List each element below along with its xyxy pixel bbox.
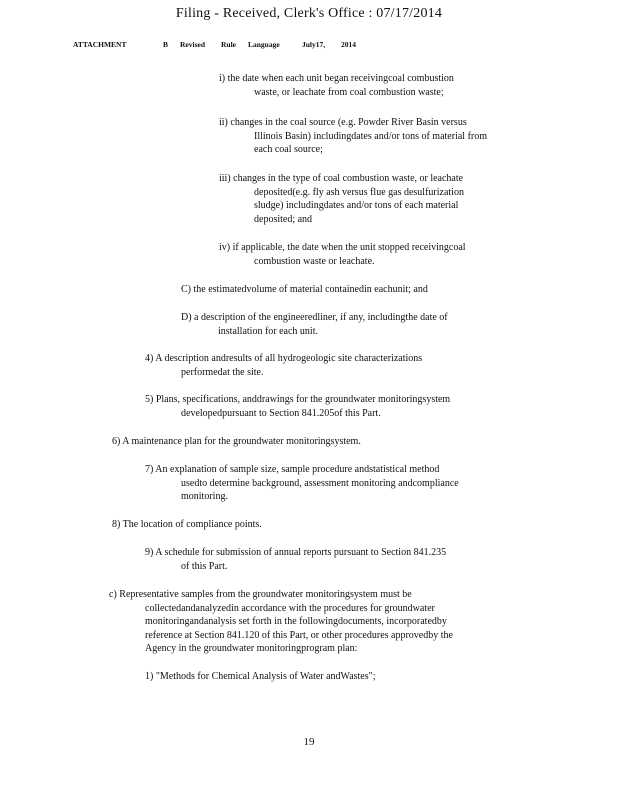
- text-line: c) Representative samples from the groundwater monitoringsystem must be: [109, 589, 412, 600]
- text-line: installation for each unit.: [218, 325, 318, 337]
- text-line: 6) A maintenance plan for the groundwater monitoringsystem.: [112, 436, 361, 447]
- paragraph-5: [145, 393, 450, 420]
- text-line: each coal source;: [254, 144, 323, 155]
- text-line: monitoring.: [181, 491, 228, 502]
- paragraph-7: [145, 463, 459, 504]
- paragraph-9: [145, 546, 446, 573]
- text-line: sludge) includingdates and/or tons of each material: [254, 200, 459, 211]
- attachment-year: 2014: [341, 40, 356, 49]
- text-line: 8) The location of compliance points.: [112, 519, 262, 530]
- attachment-word-rule: Rule: [221, 40, 236, 49]
- text-line: 7) An explanation of sample size, sample procedure andstatistical method: [145, 464, 440, 475]
- paragraph-iii: [219, 172, 464, 226]
- attachment-date: July17,: [302, 40, 326, 49]
- text-line: iv) if applicable, the date when the unit stopped receivingcoal: [219, 242, 466, 253]
- text-line: of this Part.: [181, 560, 228, 572]
- text-line: deposited(e.g. fly ash versus flue gas desulfurization: [254, 186, 464, 198]
- text-line: D) a description of the engineeredliner, if any, includingthe date of: [181, 312, 448, 323]
- attachment-word-revised: Revised: [180, 40, 205, 49]
- text-line: usedto determine background, assessment monitoring andcompliance: [181, 477, 459, 489]
- text-line: reference at Section 841.120 of this Part, or other procedures approvedby the: [145, 629, 453, 641]
- paragraph-d-upper: [181, 311, 448, 338]
- text-line: monitoringandanalysis set forth in the followingdocuments, incorporatedby: [145, 616, 447, 627]
- paragraph-c-upper: [181, 283, 428, 297]
- paragraph-c-lower: [109, 588, 453, 656]
- paragraph-ii: [219, 116, 487, 157]
- page-number: 19: [303, 736, 315, 748]
- filing-stamp: Filing - Received, Clerk's Office : 07/17/2014: [175, 6, 443, 21]
- text-line: iii) changes in the type of coal combustion waste, or leachate: [219, 173, 464, 184]
- paragraph-8: [112, 518, 262, 532]
- attachment-label: ATTACHMENT: [73, 40, 127, 49]
- paragraph-iv: [219, 241, 466, 268]
- text-line: deposited; and: [254, 213, 313, 225]
- text-line: waste, or leachate from coal combustion waste;: [254, 86, 444, 98]
- text-line: 9) A schedule for submission of annual reports pursuant to Section 841.235: [145, 547, 447, 558]
- text-line: developedpursuant to Section 841.205of this Part.: [181, 407, 381, 419]
- paragraph-i: [219, 72, 454, 99]
- attachment-word-language: Language: [248, 40, 280, 49]
- text-line: 1) "Methods for Chemical Analysis of Water andWastes";: [145, 671, 376, 682]
- paragraph-4: [145, 352, 422, 379]
- text-line: ii) changes in the coal source (e.g. Powder River Basin versus: [219, 117, 467, 128]
- text-line: i) the date when each unit began receivingcoal combustion: [219, 73, 454, 84]
- text-line: Agency in the groundwater monitoringprogram plan:: [145, 643, 358, 654]
- text-line: collectedandanalyzedin accordance with the procedures for groundwater: [145, 602, 435, 614]
- text-line: Illinois Basin) includingdates and/or tons of material from: [254, 130, 488, 142]
- paragraph-1: [145, 670, 376, 684]
- text-line: 4) A description andresults of all hydrogeologic site characterizations: [145, 353, 423, 364]
- text-line: C) the estimatedvolume of material containedin eachunit; and: [181, 284, 428, 295]
- text-line: 5) Plans, specifications, anddrawings for the groundwater monitoringsystem: [145, 394, 451, 405]
- text-line: combustion waste or leachate.: [254, 255, 375, 267]
- attachment-letter: B: [163, 40, 169, 49]
- paragraph-6: [112, 435, 361, 449]
- text-line: performedat the site.: [181, 366, 264, 378]
